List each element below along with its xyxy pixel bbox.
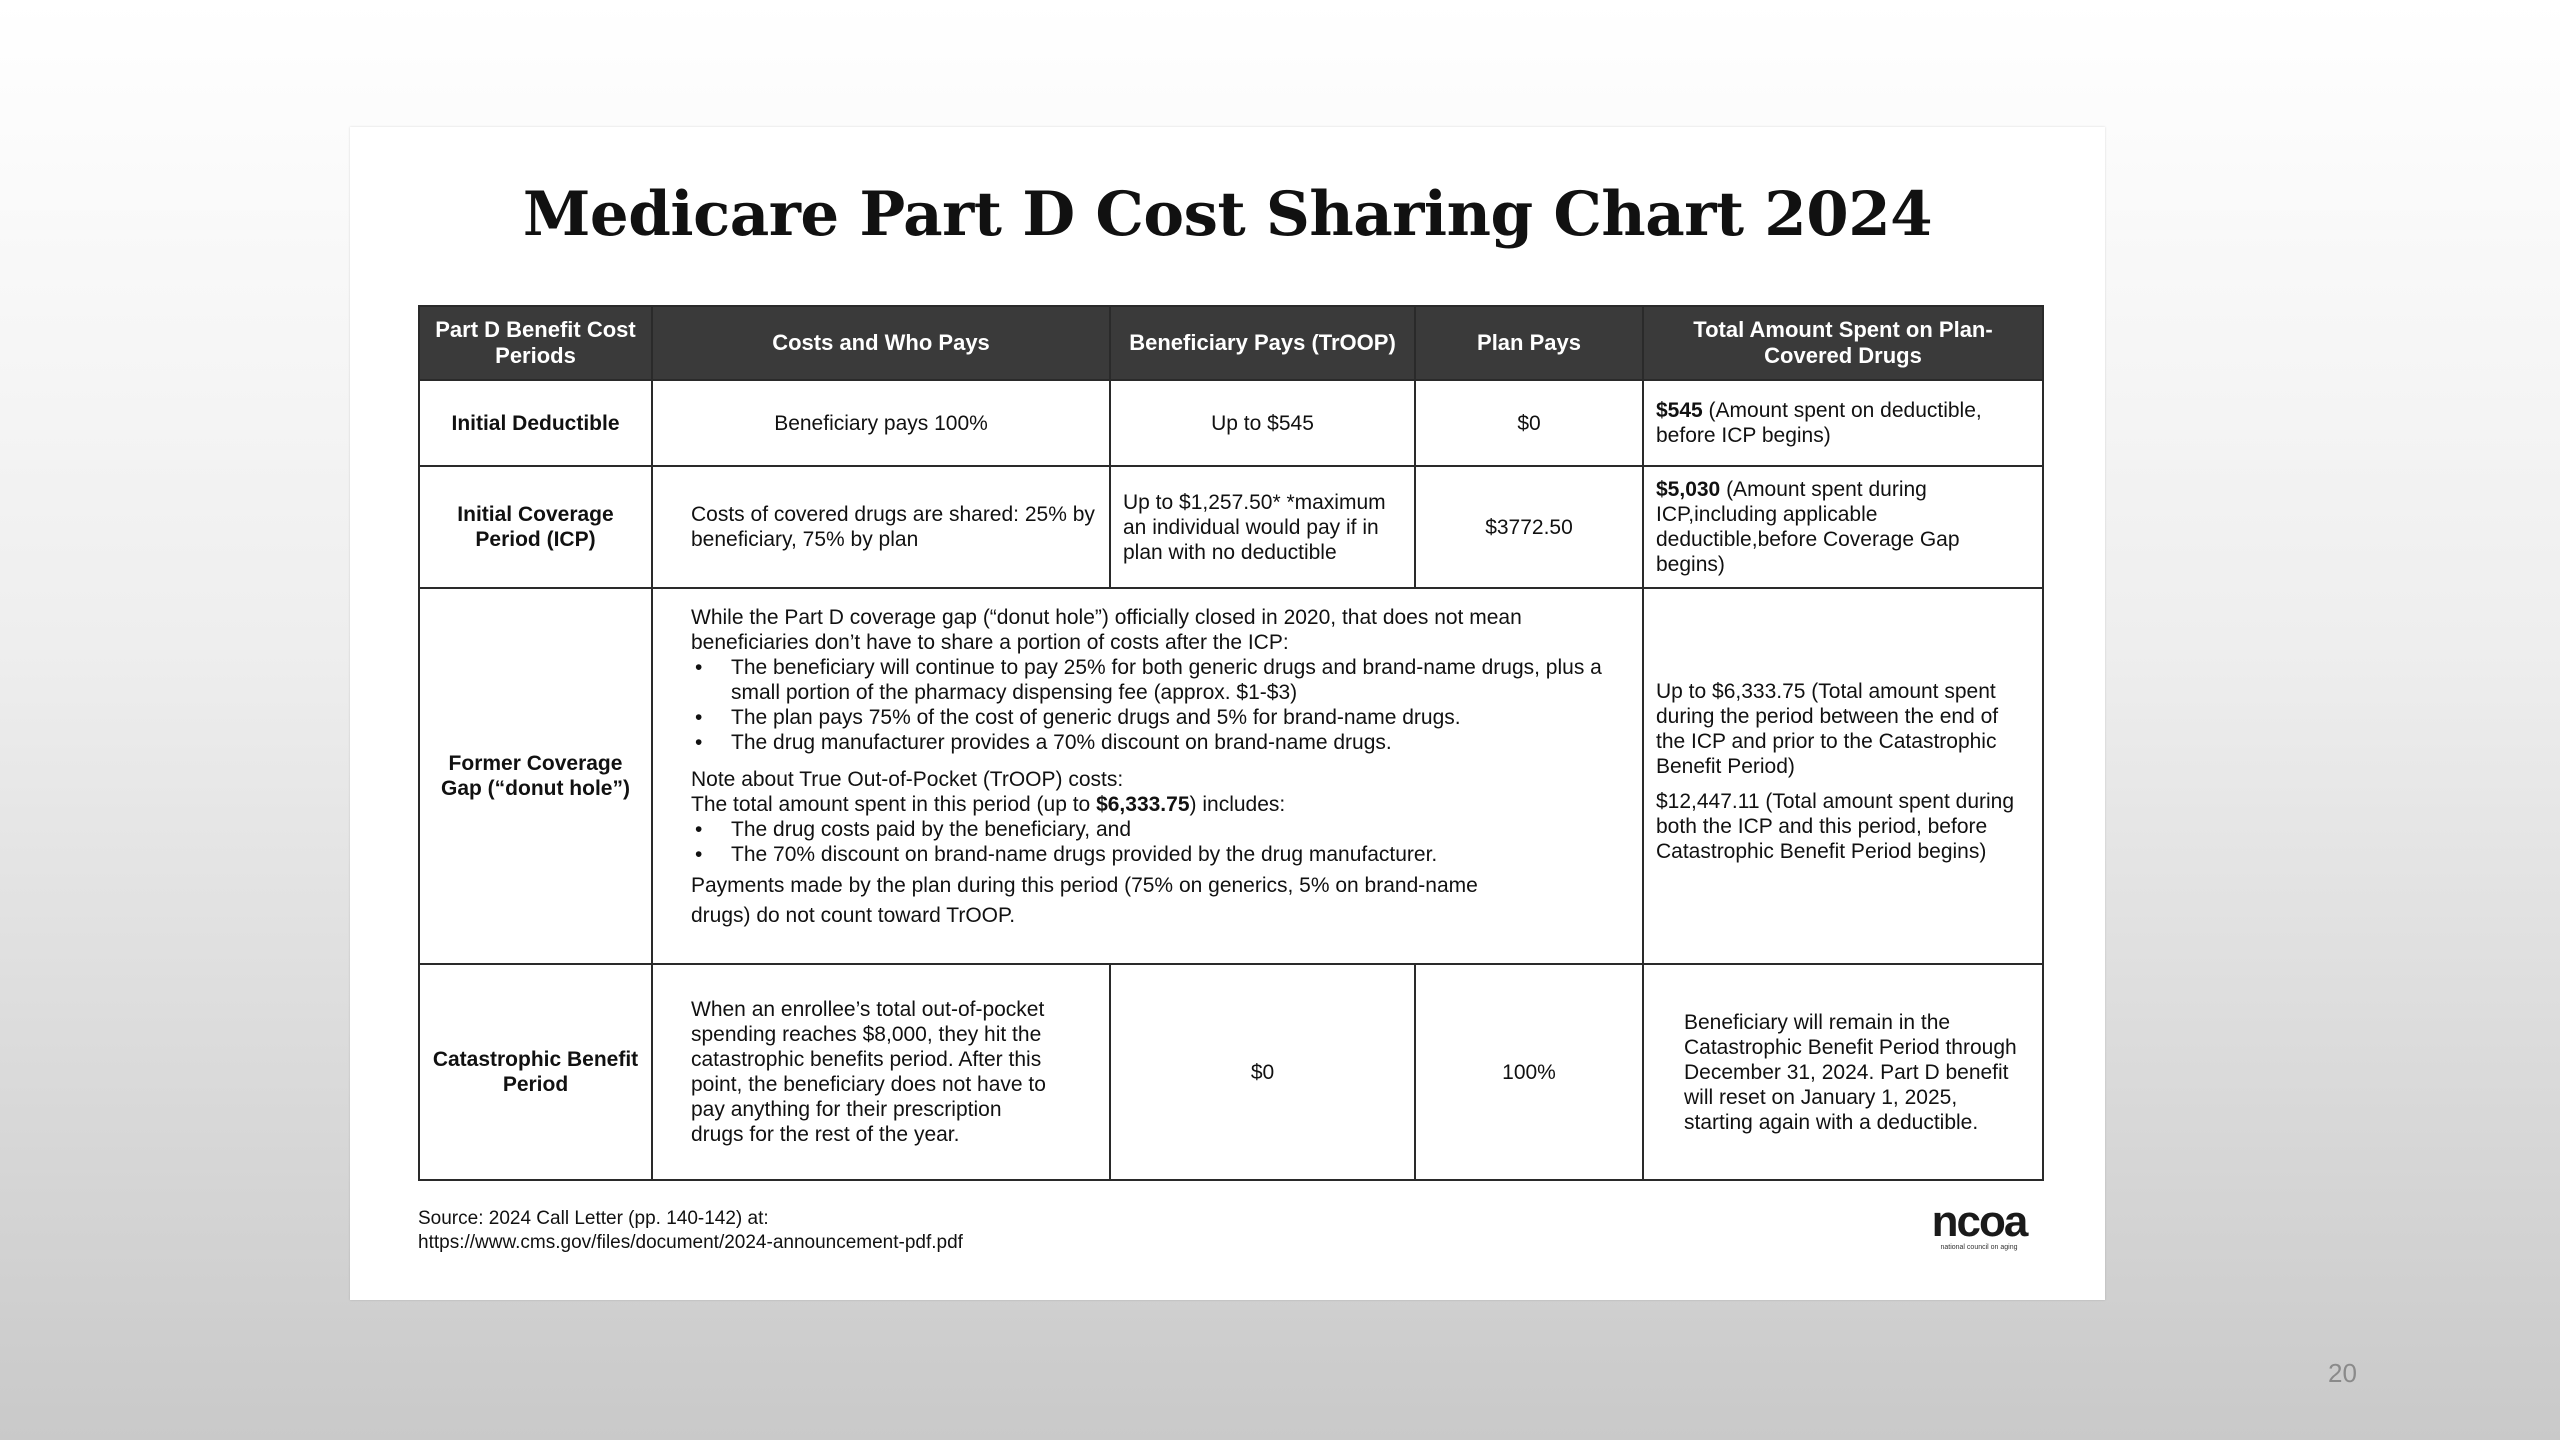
source-citation [418,1207,963,1255]
total-description: (Amount spent on deductible, before ICP begins) [1656,399,1982,447]
plan-cell: $0 [1415,380,1643,466]
plan-cell: 100% [1415,964,1643,1180]
beneficiary-cell: Up to $1,257.50* *maximum an individual would pay if in plan with no deductible [1110,466,1415,588]
column-header-costs: Costs and Who Pays [652,306,1110,380]
costs-cell: When an enrollee’s total out-of-pocket spending reaches $8,000, they hit the catastrophic benefits period. After this point, the beneficiary does not have to pay anything for their prescription drugs for the rest of the year. [652,964,1110,1180]
beneficiary-cell: $0 [1110,964,1415,1180]
ncoa-logo [1914,1197,2044,1252]
total-period-amount: Up to $6,333.75 (Total amount spent during the period between the end of the ICP and prior to the Catastrophic Benefit Period) [1656,679,1999,778]
gap-bullet-list [691,655,1604,755]
slide-page-number: 20 [2328,1358,2357,1388]
costs-cell: Costs of covered drugs are shared: 25% by beneficiary, 75% by plan [652,466,1110,588]
total-amount: $5,030 [1656,478,1721,501]
column-header-beneficiary: Beneficiary Pays (TrOOP) [1110,306,1415,380]
column-header-total: Total Amount Spent on Plan-Covered Drugs [1643,306,2043,380]
total-cell [1643,466,2043,588]
payments-note: Payments made by the plan during this period (75% on generics, 5% on brand-name drugs) do not count toward TrOOP. [691,874,1478,927]
costs-cell: Beneficiary pays 100% [652,380,1110,466]
total-description: (Amount spent during ICP,including applicable deductible,before Coverage Gap begins) [1656,478,1960,576]
period-cell: Initial Deductible [419,380,652,466]
list-item: • The beneficiary will continue to pay 25% for both generic drugs and brand-name drugs, plus a small portion of the pharmacy dispensing fee (approx. $1-$3) [691,655,1604,705]
period-cell: Initial Coverage Period (ICP) [419,466,652,588]
list-item: • The drug manufacturer provides a 70% discount on brand-name drugs. [691,730,1604,755]
total-cell [1643,380,2043,466]
logo-tagline: national council on aging [1940,1244,2018,1251]
table-row-initial-deductible [419,380,2043,466]
list-item: • The plan pays 75% of the cost of generic drugs and 5% for brand-name drugs. [691,705,1604,730]
troop-note-post: ) includes: [1189,793,1286,816]
logo-wordmark: ncoa [1931,1197,2027,1246]
table-header-row [419,306,2043,380]
beneficiary-cell: Up to $545 [1110,380,1415,466]
total-cell [1643,588,2043,964]
troop-bullet-list [691,817,1604,867]
troop-note-amount: $6,333.75 [1096,793,1190,816]
document-title: Medicare Part D Cost Sharing Chart 2024 [522,179,1933,250]
source-text: Source: 2024 Call Letter (pp. 140-142) at: [418,1208,769,1229]
document-image [350,127,2105,1300]
table-row-coverage-gap [419,588,2043,964]
period-cell: Former Coverage Gap (“donut hole”) [419,588,652,964]
column-header-period: Part D Benefit Cost Periods [419,306,652,380]
list-item: • The 70% discount on brand-name drugs provided by the drug manufacturer. [691,842,1604,867]
troop-note-text [691,792,1604,817]
table-row-initial-coverage [419,466,2043,588]
gap-intro: While the Part D coverage gap (“donut hole”) officially closed in 2020, that does not mean beneficiaries don’t have to share a portion of costs after the ICP: [691,606,1522,654]
cost-sharing-table [418,305,2044,1181]
table-row-catastrophic [419,964,2043,1180]
list-item: • The drug costs paid by the beneficiary, and [691,817,1604,842]
total-cell: Beneficiary will remain in the Catastrophic Benefit Period through December 31, 2024. Part D benefit will reset on January 1, 2025, starting again with a deductible. [1643,964,2043,1180]
plan-cell: $3772.50 [1415,466,1643,588]
troop-note-title: Note about True Out-of-Pocket (TrOOP) costs: [691,768,1124,791]
troop-note-pre: The total amount spent in this period (up to [691,793,1097,816]
coverage-gap-details [652,588,1643,964]
total-amount: $545 [1656,399,1703,422]
period-cell: Catastrophic Benefit Period [419,964,652,1180]
source-url: https://www.cms.gov/files/document/2024-announcement-pdf.pdf [418,1232,963,1253]
total-cumulative-amount: $12,447.11 (Total amount spent during both the ICP and this period, before Catastrophic Benefit Period begins) [1656,789,2015,863]
column-header-plan: Plan Pays [1415,306,1643,380]
